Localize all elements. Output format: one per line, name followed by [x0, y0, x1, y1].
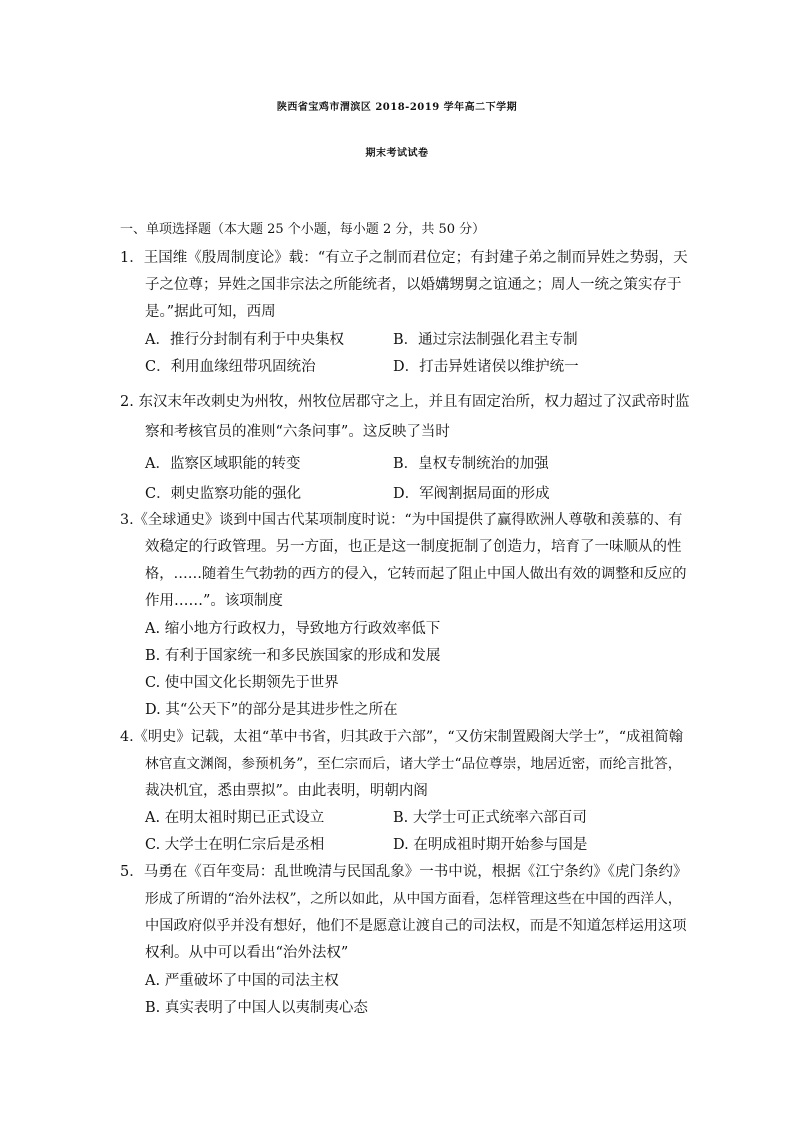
q1-stem-line-2: 子之位尊；异姓之国非宗法之所能统者，以婚媾甥舅之谊通之；周人一统之策实存于	[145, 277, 682, 293]
q1-option-c: C．利用血缘纽带巩固统治	[145, 359, 316, 375]
q3-stem-line-2: 效稳定的行政管理。另一方面，也正是这一制度扼制了创造力，培育了一味顺从的性	[145, 539, 682, 555]
q1-stem-line-3: 是。”据此可知，西周	[145, 304, 276, 320]
q5-option-a: A. 严重破坏了中国的司法主权	[145, 973, 339, 989]
q1-option-a: A．推行分封制有利于中央集权	[145, 332, 344, 348]
q3-option-a: A. 缩小地方行政权力，导致地方行政效率低下	[145, 621, 441, 637]
q5-option-b: B. 真实表明了中国人以夷制夷心态	[145, 1000, 368, 1016]
q4-option-c: C. 大学士在明仁宗后是丞相	[145, 837, 325, 853]
q3-option-c: C. 使中国文化长期领先于世界	[145, 675, 339, 691]
q2-option-b: B．皇权专制统治的加强	[393, 456, 549, 472]
exam-title-line-1: 陕西省宝鸡市渭滨区 2018-2019 学年高二下学期	[276, 102, 518, 113]
q3-option-d: D. 其“公天下”的部分是其进步性之所在	[145, 702, 398, 718]
exam-title-line-2: 期末考试试卷	[365, 148, 429, 159]
q2-stem-line-2: 察和考核官员的准则“六条问事”。这反映了当时	[145, 424, 450, 440]
q4-stem-line-2: 林官直文渊阁，参预机务”，至仁宗而后，诸大学士“品位尊崇，地居近密，而纶言批答，	[145, 756, 682, 772]
q3-option-b: B. 有利于国家统一和多民族国家的形成和发展	[145, 648, 441, 664]
q2-option-a: A．监察区域职能的转变	[145, 456, 301, 472]
q4-option-b: B. 大学士可正式统率六部百司	[393, 810, 587, 826]
q4-option-a: A. 在明太祖时期已正式设立	[145, 810, 325, 826]
q2-option-c: C．刺史监察功能的强化	[145, 486, 302, 502]
q4-stem-line-1: 4.《明史》记载，太祖“革中书省，归其政于六部”，“又仿宋制置殿阁大学士”，“成祖简翰	[120, 729, 684, 745]
q4-option-d: D. 在明成祖时期开始参与国是	[393, 837, 588, 853]
section-heading: 一、单项选择题（本大题 25 个小题，每小题 2 分，共 50 分）	[120, 222, 486, 237]
q5-stem-line-3: 中国政府似乎并没有想好，他们不是愿意让渡自己的司法权，而是不知道怎样运用这项	[145, 918, 687, 934]
q1-option-b: B．通过宗法制强化君主专制	[393, 332, 578, 348]
q5-stem-line-1: 5．马勇在《百年变局：乱世晚清与民国乱象》一书中说，根据《江宁条约》《虎门条约》	[120, 864, 688, 880]
q1-option-d: D．打击异姓诸侯以维护统一	[393, 359, 579, 375]
q4-stem-line-3: 裁决机宜，悉由票拟”。由此表明，明朝内阁	[145, 783, 428, 799]
q3-stem-line-4: 作用……”。该项制度	[145, 593, 283, 609]
q3-stem-line-1: 3.《全球通史》谈到中国古代某项制度时说：“为中国提供了赢得欧洲人尊敬和羡慕的、有	[120, 512, 683, 528]
q5-stem-line-2: 形成了所谓的“治外法权”，之所以如此，从中国方面看，怎样管理这些在中国的西洋人，	[145, 891, 682, 907]
q3-stem-line-3: 格，……随着生气勃勃的西方的侵入，它转而起了阻止中国人做出有效的调整和反应的	[145, 566, 687, 582]
q5-stem-line-4: 权利。从中可以看出“治外法权”	[145, 945, 349, 961]
q2-stem-line-1: 2. 东汉末年改刺史为州牧，州牧位居郡守之上，并且有固定治所，权力超过了汉武帝时监	[120, 394, 690, 410]
q1-stem-line-1: 1．王国维《殷周制度论》载：“有立子之制而君位定；有封建子弟之制而异姓之势弱，天	[120, 250, 688, 266]
q2-option-d: D．军阀割据局面的形成	[393, 486, 550, 502]
